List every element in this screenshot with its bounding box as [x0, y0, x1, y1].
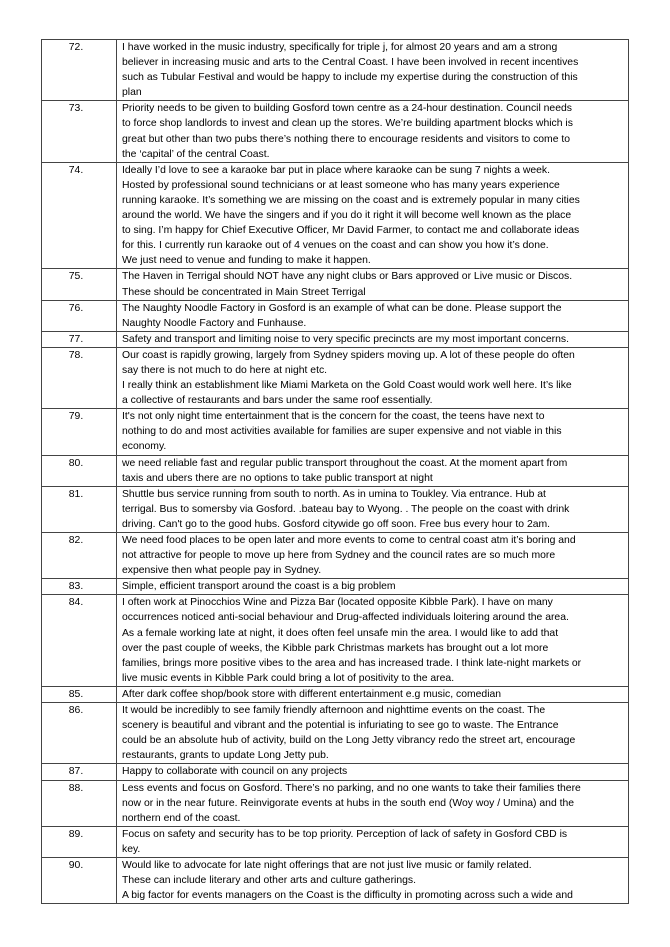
- table-row: [42, 857, 629, 903]
- table-row: [42, 269, 629, 300]
- comment-line: A big factor for events managers on the Coast is the difficulty in promoting across such a wide and: [122, 890, 573, 902]
- comment-line: Ideally I’d love to see a karaoke bar put in place where karaoke can be sung 7 nights a week.: [122, 164, 551, 176]
- comment-line: driving. Can't go to the good hubs. Gosford citywide go off soon. Free bus every hour to 2am.: [122, 518, 551, 530]
- comment-line: Focus on safety and security has to be top priority. Perception of lack of safety in Gosford CBD is: [122, 828, 568, 840]
- comment-line: Hosted by professional sound technicians or at least someone who has many years experience: [122, 179, 560, 191]
- comment-line: Our coast is rapidly growing, largely from Sydney spiders moving up. A lot of these people do often: [122, 349, 575, 361]
- comment-line: These should be concentrated in Main Street Terrigal: [122, 286, 366, 298]
- comment-line: occurrences noticed anti-social behaviour and Drug-affected individuals loitering around the area.: [122, 612, 569, 624]
- table-row: [42, 455, 629, 486]
- row-number: 87.: [42, 764, 117, 780]
- row-comment: [117, 686, 629, 702]
- row-number: 76.: [42, 300, 117, 331]
- comment-line: Priority needs to be given to building Gosford town centre as a 24-hour destination. Council needs: [122, 103, 572, 115]
- submissions-table-body: [42, 40, 629, 904]
- row-number: 79.: [42, 409, 117, 455]
- comment-line: for this. I currently run karaoke out of 4 venues on the coast and can show you how it’s done.: [122, 240, 549, 252]
- comment-line: over the past couple of weeks, the Kibble park Christmas markets has brought out a lot more: [122, 642, 549, 654]
- comment-line: running karaoke. It’s something we are missing on the coast and is extremely popular in many cities: [122, 194, 580, 206]
- table-row: [42, 300, 629, 331]
- row-number: 80.: [42, 455, 117, 486]
- row-number: 81.: [42, 486, 117, 532]
- comment-line: scenery is beautiful and vibrant and the potential is infuriating to see go to waste. The Entrance: [122, 720, 559, 732]
- comment-line: not attractive for people to move up here from Sydney and the council rates are so much more: [122, 550, 556, 562]
- table-row: [42, 703, 629, 764]
- comment-line: It would be incredibly to see family friendly afternoon and nighttime events on the coast. The: [122, 705, 546, 717]
- table-row: [42, 409, 629, 455]
- comment-line: around the world. We have the singers and if you do it right it will become well known as the place: [122, 210, 572, 222]
- row-number: 89.: [42, 826, 117, 857]
- comment-line: The Haven in Terrigal should NOT have any night clubs or Bars approved or Live music or Discos.: [122, 271, 573, 283]
- table-row: [42, 595, 629, 687]
- comment-line: Less events and focus on Gosford. There’s no parking, and no one wants to take their families there: [122, 782, 581, 794]
- comment-line: northern end of the coast.: [122, 812, 241, 824]
- comment-line: to force shop landlords to invest and clean up the stores. We’re building apartment blocks which is: [122, 118, 573, 130]
- row-comment: [117, 269, 629, 300]
- comment-line: Shuttle bus service running from south to north. As in umina to Toukley. Via entrance. Hub at: [122, 488, 546, 500]
- comment-line: The Naughty Noodle Factory in Gosford is an example of what can be done. Please support the: [122, 302, 562, 314]
- row-number: 78.: [42, 347, 117, 408]
- row-comment: [117, 300, 629, 331]
- table-row: [42, 331, 629, 347]
- table-row: [42, 826, 629, 857]
- row-number: 90.: [42, 857, 117, 903]
- table-row: [42, 686, 629, 702]
- table-row: [42, 764, 629, 780]
- comment-line: Would like to advocate for late night offerings that are not just live music or family related.: [122, 859, 532, 871]
- comment-line: I really think an establishment like Miami Marketa on the Gold Coast would work well here. It’s like: [122, 380, 572, 392]
- row-number: 83.: [42, 579, 117, 595]
- comment-line: nothing to do and most activities available for families are super expensive and not viable in this: [122, 426, 562, 438]
- table-row: [42, 533, 629, 579]
- comment-line: It's not only night time entertainment that is the concern for the coast, the teens have next to: [122, 411, 545, 423]
- table-row: [42, 579, 629, 595]
- comment-line: key.: [122, 843, 141, 855]
- row-comment: [117, 703, 629, 764]
- comment-line: we need reliable fast and regular public transport throughout the coast. At the moment apart from: [122, 457, 568, 469]
- comment-line: Simple, efficient transport around the coast is a big problem: [122, 581, 396, 593]
- comment-line: such as Tubular Festival and would be happy to include my expertise during the construction of this: [122, 72, 578, 84]
- table-row: [42, 347, 629, 408]
- comment-line: I often work at Pinocchios Wine and Pizza Bar (located opposite Kibble Park). I have on many: [122, 597, 553, 609]
- row-comment: [117, 455, 629, 486]
- table-row: [42, 486, 629, 532]
- comment-line: I have worked in the music industry, specifically for triple j, for almost 20 years and am a strong: [122, 42, 558, 53]
- comment-line: believer in increasing music and arts to the Central Coast. I have been involved in recent incentives: [122, 57, 579, 69]
- row-number: 75.: [42, 269, 117, 300]
- submissions-table: [41, 39, 629, 904]
- comment-line: now or in the near future. Reinvigorate events at hubs in the south end (Woy woy / Umina) and the: [122, 797, 575, 809]
- table-row: [42, 40, 629, 101]
- table-row: [42, 101, 629, 162]
- comment-line: expensive then what people pay in Sydney.: [122, 565, 322, 577]
- row-number: 85.: [42, 686, 117, 702]
- row-comment: [117, 101, 629, 162]
- comment-line: We need food places to be open later and more events to come to central coast atm it’s boring and: [122, 535, 576, 546]
- row-comment: [117, 162, 629, 269]
- row-comment: [117, 533, 629, 579]
- row-number: 84.: [42, 595, 117, 687]
- row-number: 73.: [42, 101, 117, 162]
- row-number: 77.: [42, 331, 117, 347]
- comment-line: After dark coffee shop/book store with different entertainment e.g music, comedian: [122, 688, 502, 700]
- row-comment: [117, 764, 629, 780]
- row-comment: [117, 857, 629, 903]
- row-comment: [117, 409, 629, 455]
- comment-line: restaurants, grants to update Long Jetty pub.: [122, 750, 329, 762]
- row-number: 74.: [42, 162, 117, 269]
- row-comment: [117, 40, 629, 101]
- table-row: [42, 780, 629, 826]
- row-number: 82.: [42, 533, 117, 579]
- row-comment: [117, 486, 629, 532]
- comment-line: As a female working late at night, it does often feel unsafe min the area. I would like to add that: [122, 627, 559, 639]
- comment-line: economy.: [122, 441, 167, 453]
- comment-line: These can include literary and other arts and culture gatherings.: [122, 875, 416, 887]
- comment-line: Happy to collaborate with council on any projects: [122, 766, 348, 778]
- comment-line: Safety and transport and limiting noise to very specific precincts are my most important concerns.: [122, 333, 569, 345]
- comment-line: the ‘capital’ of the central Coast.: [122, 148, 270, 160]
- row-comment: [117, 826, 629, 857]
- table-row: [42, 162, 629, 269]
- comment-line: terrigal. Bus to somersby via Gosford. .bateau bay to Wyong. . The people on the coast with drink: [122, 503, 570, 515]
- comment-line: a collective of restaurants and bars under the same roof essentially.: [122, 395, 433, 407]
- row-number: 86.: [42, 703, 117, 764]
- comment-line: live music events in Kibble Park could bring a lot of positivity to the area.: [122, 672, 455, 684]
- comment-line: say there is not much to do here at night etc.: [122, 364, 328, 376]
- row-number: 72.: [42, 40, 117, 101]
- row-comment: [117, 331, 629, 347]
- row-comment: [117, 780, 629, 826]
- comment-line: could be an absolute hub of activity, build on the Long Jetty vibrancy redo the street art, encourage: [122, 735, 576, 747]
- comment-line: We just need to venue and funding to make it happen.: [122, 255, 371, 267]
- comment-line: to sing. I’m happy for Chief Executive Officer, Mr David Farmer, to contact me and collaborate ideas: [122, 225, 580, 237]
- row-comment: [117, 347, 629, 408]
- comment-line: taxis and ubers there are no options to take public transport at night: [122, 472, 433, 484]
- row-comment: [117, 579, 629, 595]
- row-number: 88.: [42, 780, 117, 826]
- comment-line: Naughty Noodle Factory and Funhause.: [122, 317, 307, 329]
- comment-line: great but other than two pubs there’s nothing there to encourage residents and visitors to come to: [122, 133, 571, 145]
- comment-line: families, brings more positive vibes to the area and has increased trade. I think late-night markets or: [122, 657, 582, 669]
- row-comment: [117, 595, 629, 687]
- comment-line: plan: [122, 87, 142, 99]
